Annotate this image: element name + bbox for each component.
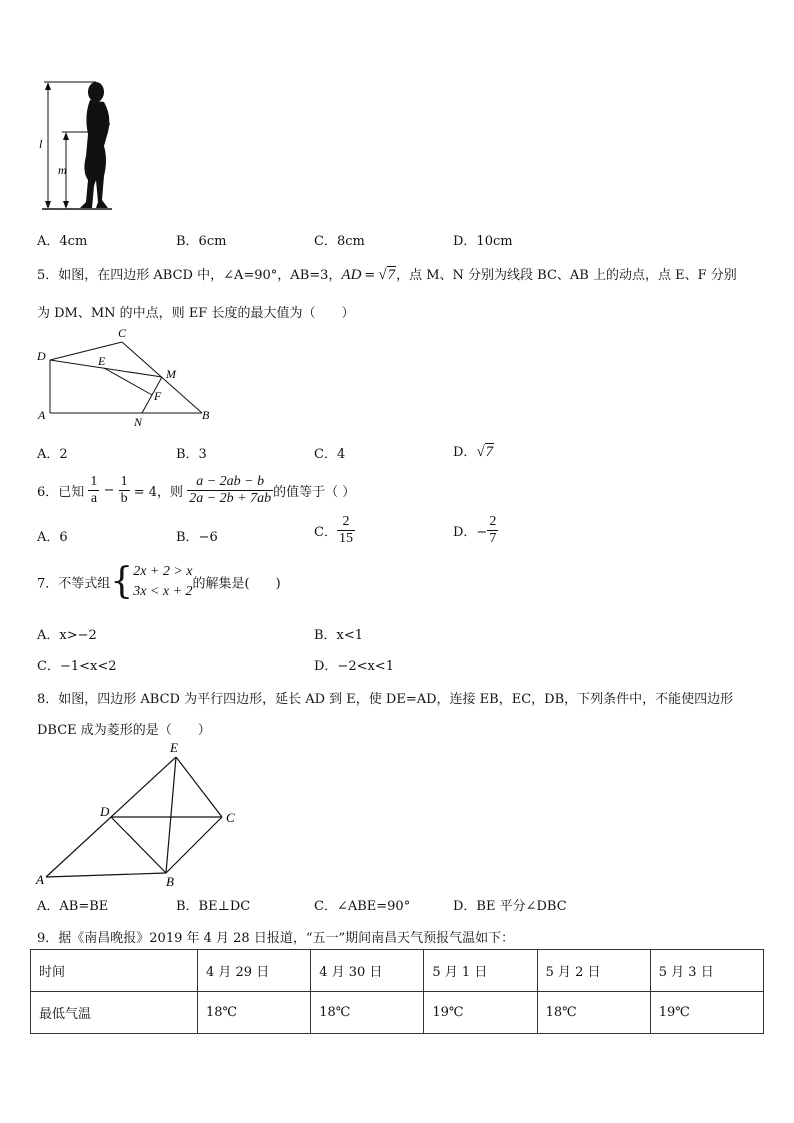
q5-option-b: B．3	[176, 447, 207, 462]
q7-option-d: D．−2<x<1	[314, 659, 394, 674]
table-header-cell: 5 月 2 日	[537, 950, 650, 992]
q8-option-a: A．AB=BE	[37, 899, 109, 914]
q8-figure	[34, 740, 244, 890]
q5-figure	[34, 322, 219, 428]
table-header-cell: 4 月 30 日	[311, 950, 424, 992]
table-cell: 19℃	[650, 992, 763, 1034]
q6-frac-1b: $\frac{1}{b}$	[120, 474, 128, 506]
q5-option-d-sqrt: √7	[476, 444, 494, 460]
q8-question-line2: DBCE 成为菱形的是（ ）	[37, 723, 211, 738]
table-header-cell: 5 月 3 日	[650, 950, 763, 992]
table-cell: 19℃	[424, 992, 537, 1034]
q7-option-c: C．−1<x<2	[37, 659, 117, 674]
q8-point-c: C	[226, 810, 235, 825]
table-cell: 18℃	[537, 992, 650, 1034]
table-cell: 18℃	[311, 992, 424, 1034]
q5-point-n: N	[134, 415, 143, 428]
q4-figure	[38, 76, 118, 214]
q8-option-c: C．∠ABE=90°	[314, 899, 411, 914]
table-row	[31, 950, 764, 992]
q7-line1: 2x + 2 > x	[133, 564, 193, 579]
q5-question-line2: 为 DM、MN 的中点，则 EF 长度的最大值为（ ）	[37, 306, 355, 321]
q8-point-d: D	[100, 804, 110, 819]
q4-label-m: m	[58, 163, 67, 177]
q5-ad: AD	[341, 267, 362, 283]
q6-option-a: A．6	[37, 530, 68, 545]
q8-option-b: B．BE⊥DC	[176, 899, 251, 914]
q5-option-a: A．2	[37, 447, 68, 462]
q4-option-b: B．6cm	[176, 234, 227, 249]
q5-text1-post: ，点 M、N 分别为线段 BC、AB 上的动点，点 E、F 分别	[396, 268, 737, 283]
table-cell: 18℃	[198, 992, 311, 1034]
q5-option-c: C．4	[314, 447, 346, 462]
person-silhouette-icon	[80, 82, 110, 208]
q9-question: 9．据《南昌晚报》2019 年 4 月 28 日报道，“五一”期间南昌天气预报气温如下：	[37, 931, 515, 946]
q8-point-e: E	[170, 740, 178, 755]
q6-frac-expression: $\frac{a - 2ab - b}{2a - 2b + 7ab}$	[189, 474, 272, 506]
q7-system	[133, 562, 192, 602]
q9-temperature-table	[30, 949, 764, 1034]
q6-option-b: B．−6	[176, 530, 218, 545]
q5-question-line1	[37, 264, 737, 284]
q6-option-c-frac: $\frac{2}{15}$	[338, 514, 353, 546]
q6-option-d-frac: $\frac{2}{7}$	[489, 514, 497, 546]
q4-option-c: C．8cm	[314, 234, 365, 249]
q6-option-d: D．− $\frac{2}{7}$	[453, 514, 497, 546]
table-header-cell: 4 月 29 日	[198, 950, 311, 992]
q7-option-a: A．x>−2	[37, 628, 97, 643]
q8-point-a: A	[36, 872, 44, 887]
q5-point-m: M	[166, 367, 176, 381]
q5-option-d: D．√7	[453, 444, 494, 460]
table-header-cell: 5 月 1 日	[424, 950, 537, 992]
q8-point-b: B	[166, 874, 174, 889]
q5-point-f: F	[154, 389, 162, 403]
q8-question-line1: 8．如图，四边形 ABCD 为平行四边形，延长 AD 到 E，使 DE=AD，连接 EB，EC，DB，下列条件中，不能使四边形	[37, 692, 734, 707]
q4-option-d: D．10cm	[453, 234, 513, 249]
q4-option-a: A．4cm	[37, 234, 88, 249]
q6-frac-1a: $\frac{1}{a}$	[90, 474, 98, 506]
q7-option-b: B．x<1	[314, 628, 364, 643]
table-cell: 最低气温	[31, 992, 198, 1034]
table-row	[31, 992, 764, 1034]
q6-question: 6．已知 $\frac{1}{a}$ − $\frac{1}{b}$ = 4，则 $\frac{a - 2ab - b}{2a - 2b + 7ab}$ 的值等于（ ）	[37, 474, 356, 506]
q5-point-d: D	[37, 349, 46, 363]
q4-label-l: l	[39, 137, 43, 151]
q5-point-a: A	[38, 408, 46, 422]
q5-text1-pre: 5．如图，在四边形 ABCD 中，∠A=90°，AB=3，	[37, 268, 342, 283]
q7-line2: 3x < x + 2	[133, 584, 193, 599]
q5-sqrt7: √7	[378, 267, 396, 283]
q5-point-c: C	[118, 326, 127, 340]
q7-question: 7．不等式组{ 2x + 2 > x 3x < x + 2 的解集是( )	[37, 561, 281, 602]
table-header-cell: 时间	[31, 950, 198, 992]
q5-point-e: E	[98, 354, 106, 368]
q8-option-d: D．BE 平分∠DBC	[453, 899, 567, 914]
q7-brace: {	[110, 561, 134, 602]
q5-eq: =	[364, 268, 376, 283]
q6-option-c: C． $\frac{2}{15}$	[314, 514, 353, 546]
q5-point-b: B	[202, 408, 210, 422]
